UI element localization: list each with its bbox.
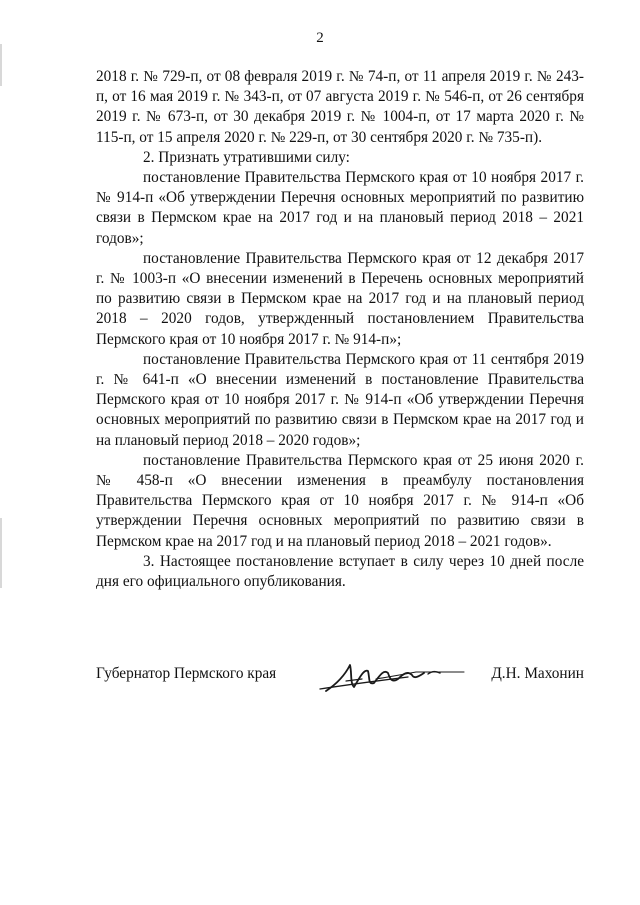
paragraph-continuation: 2018 г. № 729-п, от 08 февраля 2019 г. № 74-п, от 11 апреля 2019 г. № 243-п, от 16 мая 2019 г. № 343-п, от 07 августа 2019 г. № 546-п, от 26 сентября 2019 г. № 673-п, от 30 декабря 2019 г. № 1004-п, от 17 марта 2020 г. № 115-п, от 15 апреля 2020 г. № 229-п, от 30 сентября 2020 г. № 735-п). [96, 68, 584, 146]
signatory-title: Губернатор Пермского края [96, 665, 277, 682]
page-number: 2 [316, 30, 324, 46]
paragraph-repealed-4: постановление Правительства Пермского края от 25 июня 2020 г. № 458-п «О внесении изменения в преамбулу постановления Правительства Пермского края от 10 ноября 2017 г. № 914-п «Об утверждении Перечня основных мероприятий по развитию связи в Пермском крае на 2017 год и на плановый период 2018 – 2021 годов». [96, 451, 584, 550]
paragraph-repealed-3: постановление Правительства Пермского края от 11 сентября 2019 г. № 641-п «О внесении изменений в постановление Правительства Пермского края от 10 ноября 2017 г. № 914-п «Об утверждении Перечня основных мероприятий по развитию связи в Пермском крае на 2017 год и на плановый период 2018 – 2020 годов»; [96, 350, 584, 449]
scan-edge-mark-top [0, 44, 2, 86]
paragraph-repealed-2: постановление Правительства Пермского края от 12 декабря 2017 г. № 1003-п «О внесении изменений в Перечень основных мероприятий по развитию связи в Пермском крае на 2017 год и на плановый период 2018 – 2020 годов, утвержденный постановлением Правительства Пермского края от 10 ноября 2017 г. № 914-п»; [96, 249, 584, 348]
paragraph-item-2: 2. Признать утратившими силу: [143, 148, 350, 166]
paragraph-repealed-1: постановление Правительства Пермского края от 10 ноября 2017 г. № 914-п «Об утверждении Перечня основных мероприятий по развитию связи в Пермском крае на 2017 год и на плановый период 2018 – 2021 годов»; [96, 169, 584, 247]
document-body [96, 67, 584, 592]
signatory-name: Д.Н. Махонин [491, 665, 584, 682]
scan-edge-mark-bottom [0, 518, 2, 588]
signature-block [96, 655, 584, 705]
handwritten-signature [316, 655, 466, 699]
paragraph-item-3: 3. Настоящее постановление вступает в силу через 10 дней после дня его официального опубликования. [96, 552, 584, 591]
